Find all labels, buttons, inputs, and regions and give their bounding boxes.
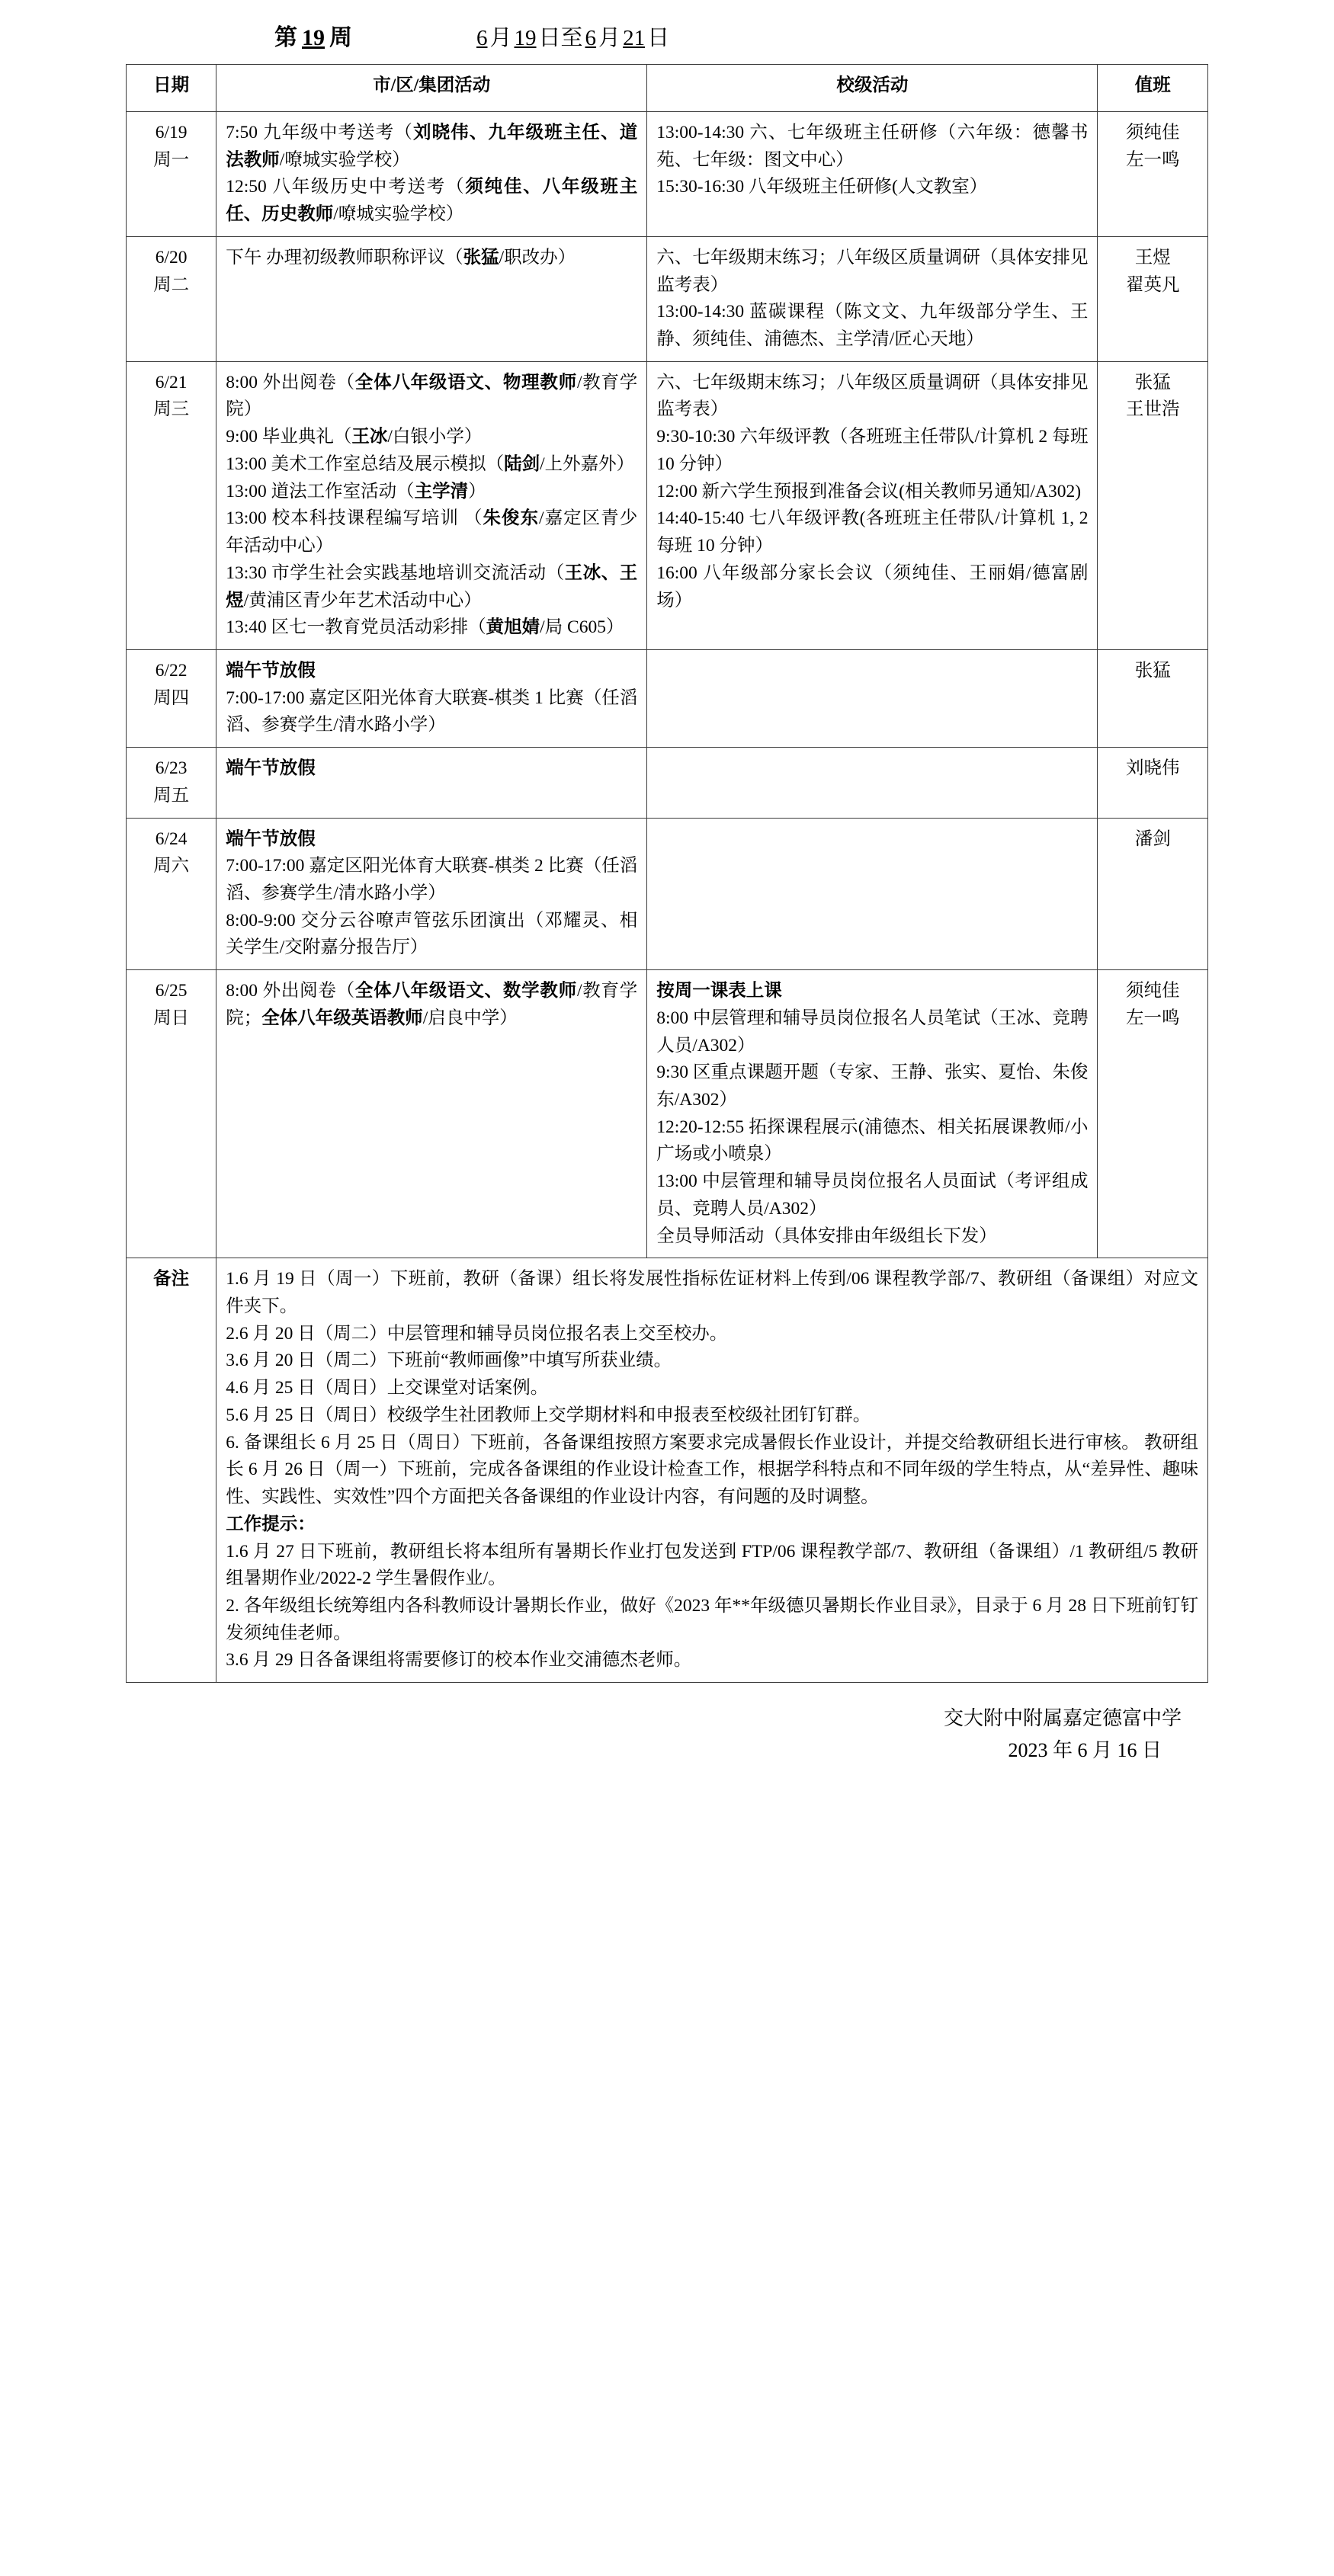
weekly-schedule-table xyxy=(126,64,1208,1683)
range-month-char-2: 月 xyxy=(598,26,621,50)
note-item: 4.6 月 25 日（周日）上交课堂对话案例。 xyxy=(226,1378,549,1399)
cell-duty xyxy=(1098,236,1208,361)
table-body xyxy=(127,112,1208,1683)
duty-person: 王世浩 xyxy=(1125,399,1180,420)
date-value: 6/19 xyxy=(155,123,188,143)
range-month-char-1: 月 xyxy=(489,26,512,50)
cell-duty xyxy=(1098,649,1208,747)
footer-date: 2023 年 6 月 16 日 xyxy=(1008,1739,1162,1762)
duty-person: 潘剑 xyxy=(1134,828,1171,849)
range-month-1: 6 xyxy=(476,26,488,50)
document-footer xyxy=(0,1703,1334,1767)
column-header-date: 日期 xyxy=(127,65,216,112)
range-day-char-2: 日 xyxy=(647,26,670,50)
table-row xyxy=(127,112,1208,237)
week-title xyxy=(274,18,352,52)
cell-duty xyxy=(1098,112,1208,237)
table-header xyxy=(127,65,1208,112)
duty-person: 翟英凡 xyxy=(1125,274,1180,295)
cell-school-activities xyxy=(647,748,1098,818)
table-header-row xyxy=(127,65,1208,112)
range-day-char-1: 日 xyxy=(538,26,561,50)
cell-school-activities xyxy=(647,818,1098,970)
cell-date xyxy=(127,236,216,361)
weekday-value: 周一 xyxy=(153,149,190,170)
column-header-school: 校级活动 xyxy=(647,65,1098,112)
cell-school-activities: 六、七年级期末练习；八年级区质量调研（具体安排见监考表） 13:00-14:30 蓝碳课程（陈文文、九年级部分学生、王静、须纯佳、浦德杰、主学清/匠心天地） xyxy=(647,236,1098,361)
weekday-value: 周三 xyxy=(153,399,190,420)
table-row xyxy=(127,970,1208,1258)
cell-school-activities: 13:00-14:30 六、七年级班主任研修（六年级：德馨书苑、七年级：图文中心） 15:30-16:30 八年级班主任研修(人文教室） xyxy=(647,112,1098,237)
cell-city-activities: 端午节放假 xyxy=(216,748,647,818)
date-value: 6/25 xyxy=(155,981,188,1001)
cell-date xyxy=(127,361,216,649)
cell-duty xyxy=(1098,361,1208,649)
cell-date xyxy=(127,112,216,237)
table-row xyxy=(127,361,1208,649)
duty-person: 王煜 xyxy=(1134,247,1171,268)
note-item: 1.6 月 19 日（周一）下班前，教研（备课）组长将发展性指标佐证材料上传到/06 课程教学部/7、教研组（备课组）对应文件夹下。 xyxy=(226,1269,1198,1317)
date-value: 6/23 xyxy=(155,758,188,779)
duty-person: 左一鸣 xyxy=(1125,1008,1180,1028)
week-prefix: 第 xyxy=(274,25,297,50)
cell-date xyxy=(127,748,216,818)
note-item: 5.6 月 25 日（周日）校级学生社团教师上交学期材料和申报表至校级社团钉钉群。 xyxy=(226,1405,871,1425)
cell-city-activities: 端午节放假 7:00-17:00 嘉定区阳光体育大联赛-棋类 2 比赛（任滔滔、参赛学生/清水路小学） 8:00-9:00 交分云谷嘹声管弦乐团演出（邓耀灵、相关学生/交附嘉分报告厅） xyxy=(216,818,647,970)
cell-date xyxy=(127,818,216,970)
week-number: 19 xyxy=(302,25,325,50)
cell-date xyxy=(127,970,216,1258)
cell-duty xyxy=(1098,748,1208,818)
note-item: 6. 备课组长 6 月 25 日（周日）下班前，各备课组按照方案要求完成暑假长作业设计，并提交给教研组长进行审核。 教研组长 6 月 26 日（周一）下班前，完成各备课组的作业设计检查工作，根据学科特点和不同年级的学生特点，从“差异性、趣味性、实践性、实效性”四个方面把关各备课组的作业设计内容，有问题的及时调整。 xyxy=(226,1432,1198,1507)
range-day-1: 19 xyxy=(514,26,537,50)
tips-heading: 工作提示： xyxy=(226,1514,316,1534)
week-suffix: 周 xyxy=(329,25,352,50)
range-day-2: 21 xyxy=(623,26,646,50)
duty-person: 刘晓伟 xyxy=(1125,758,1180,779)
date-range xyxy=(474,21,669,52)
table-row xyxy=(127,649,1208,747)
duty-person: 须纯佳 xyxy=(1125,981,1180,1001)
duty-person: 左一鸣 xyxy=(1125,149,1180,170)
range-between: 至 xyxy=(560,26,583,50)
notes-label: 备注 xyxy=(127,1258,216,1683)
duty-person: 张猛 xyxy=(1134,660,1171,681)
cell-school-activities: 六、七年级期末练习；八年级区质量调研（具体安排见监考表） 9:30-10:30 六年级评教（各班班主任带队/计算机 2 每班 10 分钟） 12:00 新六学生预报到准备会议(相关教师另通知/A302) 14:40-15:40 七八年级评教(各班班主任带队/计算机 1, 2 每班 10 分钟） 16:00 八年级部分家长会议（须纯佳、王丽娟/德富剧场） xyxy=(647,361,1098,649)
cell-duty xyxy=(1098,970,1208,1258)
cell-city-activities: 下午 办理初级教师职称评议（张猛/职改办） xyxy=(216,236,647,361)
range-month-2: 6 xyxy=(585,26,597,50)
column-header-duty: 值班 xyxy=(1098,65,1208,112)
cell-school-activities: 按周一课表上课 8:00 中层管理和辅导员岗位报名人员笔试（王冰、竞聘人员/A302） 9:30 区重点课题开题（专家、王静、张实、夏怡、朱俊东/A302） 12:20-12:55 拓探课程展示(浦德杰、相关拓展课教师/小广场或小喷泉） 13:00 中层管理和辅导员岗位报名人员面试（考评组成员、竞聘人员/A302） 全员导师活动（具体安排由年级组长下发） xyxy=(647,970,1098,1258)
table-row xyxy=(127,236,1208,361)
note-item: 2.6 月 20 日（周二）中层管理和辅导员岗位报名表上交至校办。 xyxy=(226,1323,728,1344)
note-item: 3.6 月 20 日（周二）下班前“教师画像”中填写所获业绩。 xyxy=(226,1350,672,1371)
cell-school-activities xyxy=(647,649,1098,747)
table-row xyxy=(127,818,1208,970)
date-value: 6/22 xyxy=(155,660,188,681)
cell-city-activities: 7:50 九年级中考送考（刘晓伟、九年级班主任、道法教师/嘹城实验学校） 12:50 八年级历史中考送考（须纯佳、八年级班主任、历史教师/嘹城实验学校） xyxy=(216,112,647,237)
weekday-value: 周日 xyxy=(153,1008,190,1028)
duty-person: 张猛 xyxy=(1134,372,1171,392)
document-header xyxy=(0,0,1334,64)
table-row xyxy=(127,748,1208,818)
cell-city-activities: 端午节放假 7:00-17:00 嘉定区阳光体育大联赛-棋类 1 比赛（任滔滔、参赛学生/清水路小学） xyxy=(216,649,647,747)
footer-organization: 交大附中附属嘉定德富中学 xyxy=(943,1707,1182,1730)
column-header-city: 市/区/集团活动 xyxy=(216,65,647,112)
weekday-value: 周六 xyxy=(153,856,190,876)
weekday-value: 周二 xyxy=(153,274,190,295)
notes-body xyxy=(216,1258,1208,1683)
weekday-value: 周四 xyxy=(153,687,190,708)
tip-item: 2. 各年级组长统筹组内各科教师设计暑期长作业，做好《2023 年**年级德贝暑期长作业目录》，目录于 6 月 28 日下班前钉钉发须纯佳老师。 xyxy=(226,1595,1198,1643)
date-value: 6/21 xyxy=(155,372,188,392)
duty-person: 须纯佳 xyxy=(1125,123,1180,143)
weekday-value: 周五 xyxy=(153,785,190,806)
cell-date xyxy=(127,649,216,747)
cell-city-activities: 8:00 外出阅卷（全体八年级语文、数学教师/教育学院；全体八年级英语教师/启良中学） xyxy=(216,970,647,1258)
tip-item: 1.6 月 27 日下班前，教研组长将本组所有暑期长作业打包发送到 FTP/06 课程教学部/7、教研组（备课组）/1 教研组/5 教研组暑期作业/2022-2 学生暑假作业/。 xyxy=(226,1541,1198,1589)
cell-city-activities: 8:00 外出阅卷（全体八年级语文、物理教师/教育学院） 9:00 毕业典礼（王冰/白银小学） 13:00 美术工作室总结及展示模拟（陆剑/上外嘉外） 13:00 道法工作室活动（主学清） 13:00 校本科技课程编写培训 （朱俊东/嘉定区青少年活动中心） 13:30 市学生社会实践基地培训交流活动（王冰、王煜/黄浦区青少年艺术活动中心） 13:40 区七一教育党员活动彩排（黄旭婧/局 C605） xyxy=(216,361,647,649)
tip-item: 3.6 月 29 日各备课组将需要修订的校本作业交浦德杰老师。 xyxy=(226,1650,692,1671)
cell-duty xyxy=(1098,818,1208,970)
date-value: 6/20 xyxy=(155,247,188,268)
notes-row xyxy=(127,1258,1208,1683)
date-value: 6/24 xyxy=(155,828,188,849)
